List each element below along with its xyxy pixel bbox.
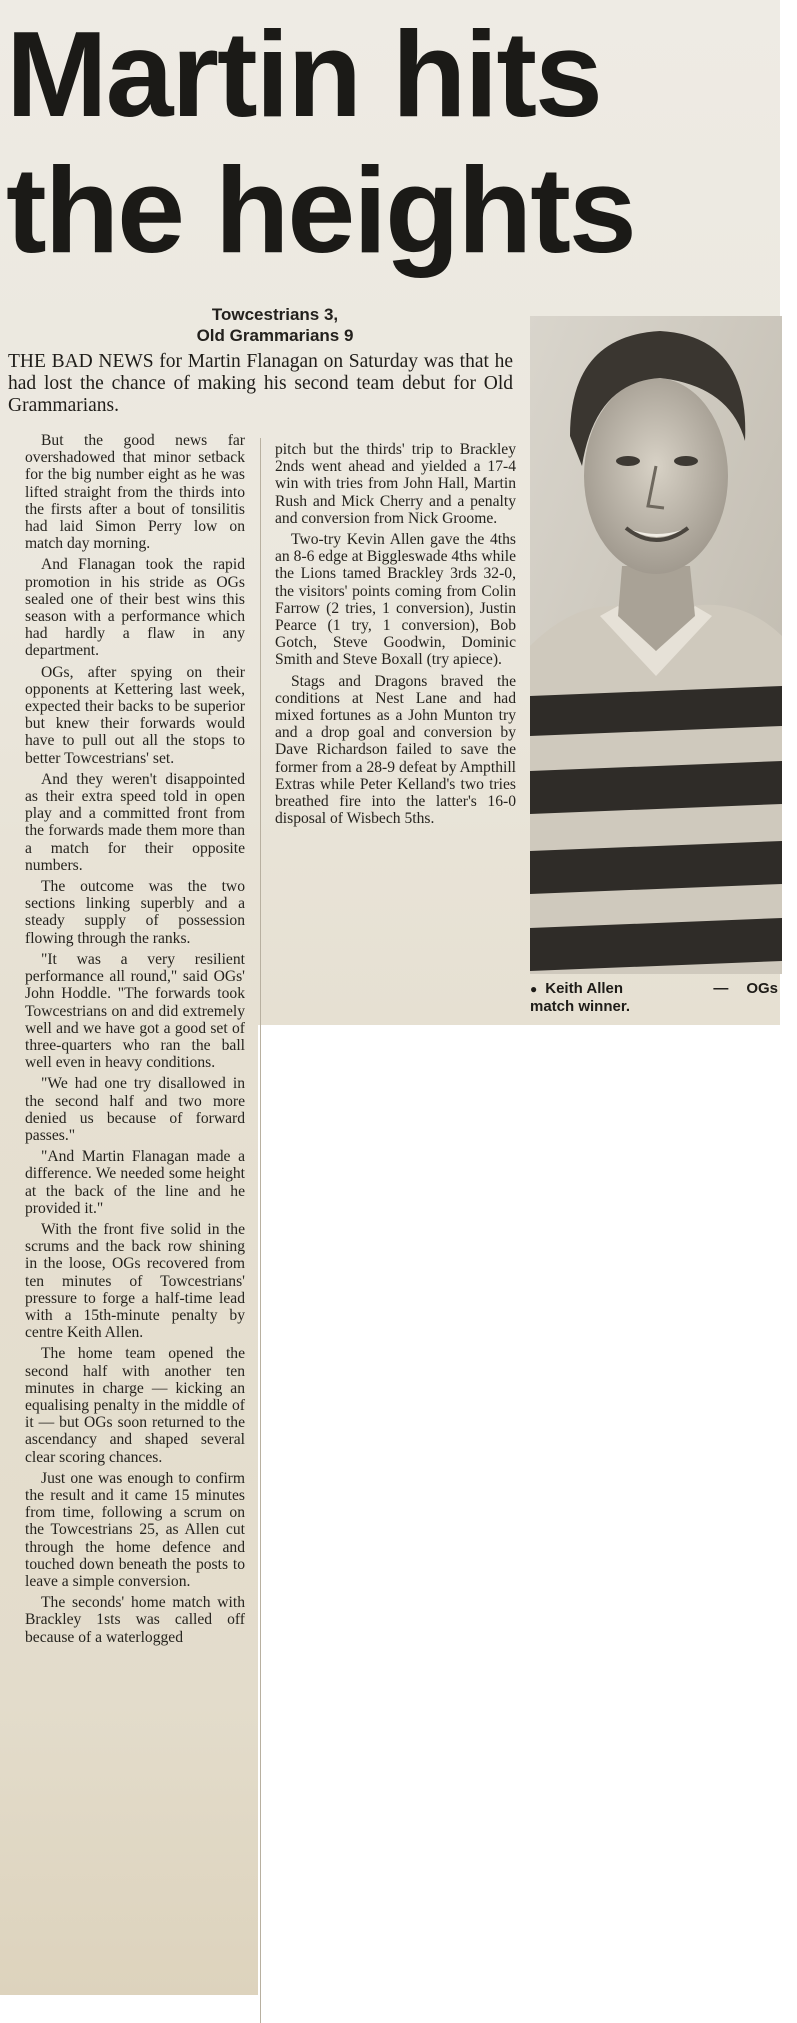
column-divider: [260, 438, 261, 2023]
quote-paragraph: "And Martin Flanagan made a difference. We needed some height at the back of the line and he provided it.": [25, 1148, 245, 1217]
paragraph: The seconds' home match with Brackley 1sts was called off because of a waterlogged: [25, 1594, 245, 1646]
middle-column: [275, 441, 516, 827]
headline-line-2: the heights: [6, 142, 635, 278]
player-photo: [530, 316, 782, 974]
paragraph: Two-try Kevin Allen gave the 4ths an 8-6 edge at Biggleswade 4ths while the Lions tamed Brackley 3rds 32-0, the visitors' points coming from Colin Farrow (2 tries, 1 conversion), Justin Pearce (1 try, 1 conversion), Bob Gotch, Steve Goodwin, Dominic Smith and Steve Boxall (try apiece).: [275, 531, 516, 669]
paragraph: But the good news far overshadowed that minor setback for the big number eight as he was lifted straight from the thirds into the firsts after a bout of tonsilitis had laid Simon Perry low on match day morning.: [25, 432, 245, 553]
caption-dash: —: [713, 980, 729, 997]
paragraph: Just one was enough to confirm the result and it came 15 minutes from time, following a scrum on the Towcestrians 25, as Allen cut through the home defence and touched down beneath the posts to leave a simple conversion.: [25, 1469, 245, 1590]
paragraph: With the front five solid in the scrums and the back row shining in the loose, OGs recovered from ten minutes of Towcestrians' pressure to forge a half-time lead with a 15th-minute penalty by centre Keith Allen.: [25, 1220, 245, 1342]
caption-name: Keith Allen: [545, 980, 624, 997]
intro-paragraph: THE BAD NEWS for Martin Flanagan on Saturday was that he had lost the chance of making his second team debut for Old Grammarians.: [8, 351, 513, 416]
match-score-subhead: [150, 304, 400, 346]
paragraph: And they weren't disappointed as their extra speed told in open play and a committed front from the forwards made them more than a match for their opposite numbers.: [25, 770, 245, 874]
paragraph: The outcome was the two sections linking superbly and a steady supply of possession flowing through the ranks.: [25, 878, 245, 947]
paragraph: The home team opened the second half with another ten minutes in charge — kicking an equalising penalty in the middle of it — but OGs soon returned to the ascendancy and shaped several clear scoring chances.: [25, 1345, 245, 1466]
headline: [6, 6, 776, 278]
caption-team: OGs: [746, 980, 778, 997]
paragraph: And Flanagan took the rapid promotion in his stride as OGs sealed one of their best wins this season with a performance which had hardly a flaw in any department.: [25, 556, 245, 660]
left-column: [25, 432, 245, 1646]
subhead-line-2: Old Grammarians 9: [196, 326, 354, 345]
subhead-line-1: Towcestrians 3,: [211, 305, 339, 324]
paragraph: Stags and Dragons braved the conditions at Nest Lane and had mixed fortunes as a John Munton try and a drop goal and conversion by Dave Richardson failed to save the former from a 28-9 defeat by Ampthill Extras while Peter Kelland's two tries breathed fire into the latter's 16-0 disposal of Wisbech 5ths.: [275, 672, 516, 828]
quote-paragraph: "We had one try disallowed in the second half and two more denied us because of forward passes.": [25, 1075, 245, 1144]
headline-line-1: Martin hits: [6, 6, 601, 142]
photo-caption: [530, 980, 778, 1016]
caption-line-2: match winner.: [530, 998, 631, 1015]
paragraph: OGs, after spying on their opponents at Kettering last week, expected their backs to be superior but knew their forwards would have to pull out all the stops to better Towcestrians' set.: [25, 663, 245, 767]
quote-paragraph: "It was a very resilient performance all round," said OGs' John Hoddle. "The forwards took Towcestrians on and did extremely well and we have got a good set of three-quarters who ran the ball well even in heavy conditions.: [25, 950, 245, 1072]
paragraph: pitch but the thirds' trip to Brackley 2nds went ahead and yielded a 17-4 win with tries from John Hall, Martin Rush and Mick Cherry and a penalty and conversion from Nick Groome.: [275, 441, 516, 527]
caption-bullet: ●: [530, 982, 538, 996]
